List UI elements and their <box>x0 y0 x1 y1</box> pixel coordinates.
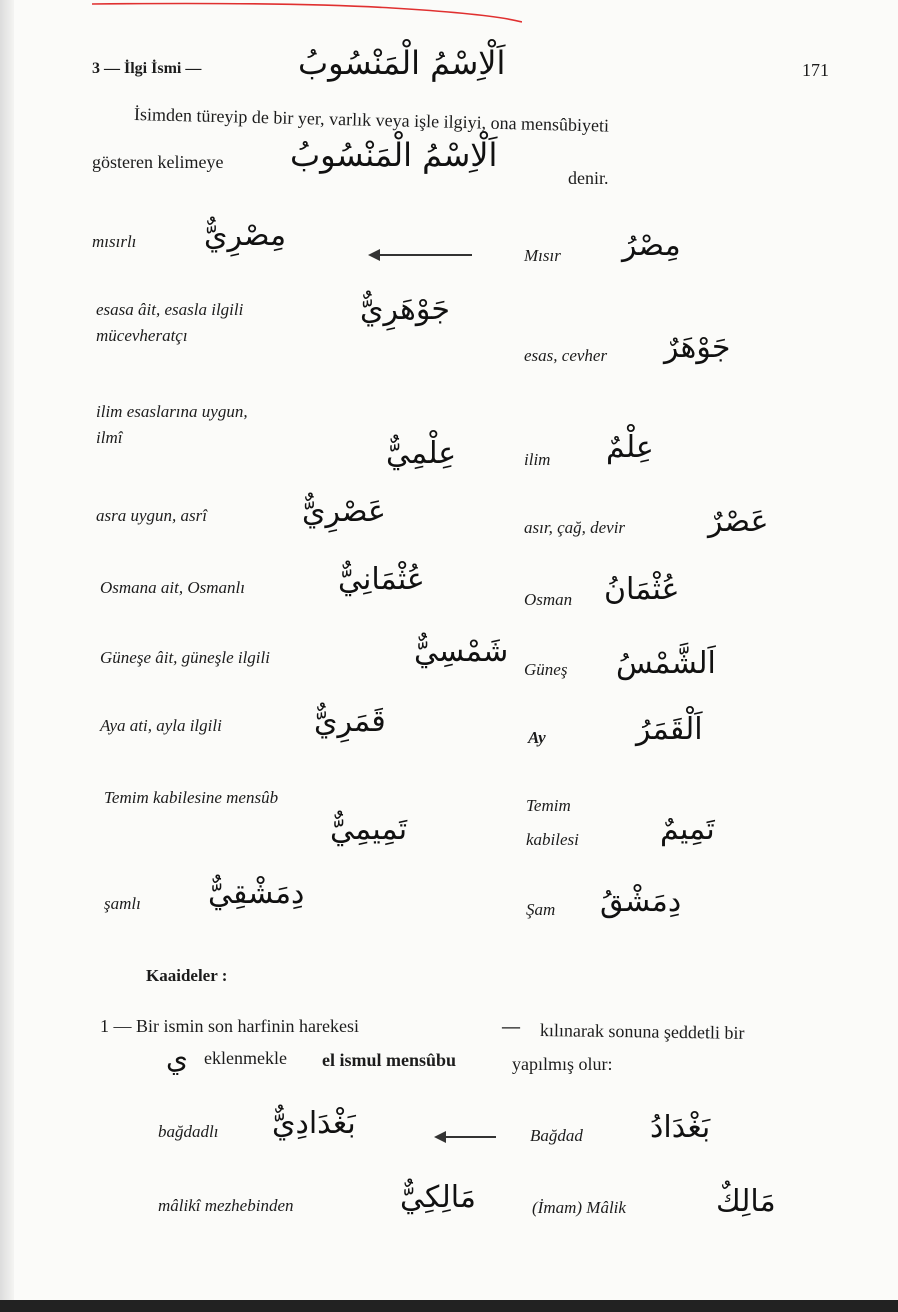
rule-1-line1-b: kılınarak sonuna şeddetli bir <box>539 1020 745 1043</box>
rule-example-2-left-arabic: مَالِكِيٌّ <box>400 1180 476 1215</box>
rule-example-1-left-label: bağdadlı <box>158 1122 219 1141</box>
intro-line-2-prefix: gösteren kelimeye <box>92 152 224 172</box>
example-9-right-arabic: دِمَشْقُ <box>600 884 682 919</box>
example-3-right-label: ilim <box>524 450 551 469</box>
example-3-left-arabic: عِلْمِيٌّ <box>386 436 457 471</box>
example-2-left-label-line2: mücevheratçı <box>96 326 188 345</box>
example-1-left-label: mısırlı <box>92 232 137 251</box>
rule-example-1-left-arabic: بَغْدَادِيٌّ <box>272 1106 356 1141</box>
example-5-right-arabic: عُثْمَانُ <box>604 572 680 607</box>
example-2-right-label: esas, cevher <box>524 346 608 365</box>
rule-1-line2-bold: el ismul mensûbu <box>322 1050 457 1070</box>
section-title-arabic: اَلْاِسْمُ الْمَنْسُوبُ <box>298 44 506 82</box>
example-3-left-label-line2: ilmî <box>96 428 123 447</box>
rule-example-1-arrow <box>436 1136 496 1138</box>
rule-1-line2-b: yapılmış olur: <box>512 1054 613 1074</box>
rule-example-2-right-arabic: مَالِكٌ <box>716 1184 776 1219</box>
example-8-right-label-line2: kabilesi <box>526 830 579 849</box>
example-6-left-label: Güneşe âit, güneşle ilgili <box>100 648 270 667</box>
example-6-right-arabic: اَلشَّمْسُ <box>616 646 716 681</box>
rule-1-line2-arabic: ي <box>166 1042 188 1075</box>
example-1-right-label: Mısır <box>524 246 561 265</box>
example-8-left-label: Temim kabilesine mensûb <box>104 788 279 807</box>
example-1-left-arabic: مِصْرِيٌّ <box>204 218 287 253</box>
example-9-right-label: Şam <box>526 900 556 919</box>
example-2-left-label-line1: esasa âit, esasla ilgili <box>96 300 244 319</box>
intro-line-1: İsimden türeyip de bir yer, varlık veya işle ilgiyi, ona mensûbiyeti <box>133 104 610 136</box>
example-4-left-arabic: عَصْرِيٌّ <box>302 494 386 529</box>
example-1-arrow <box>370 254 472 256</box>
example-4-left-label: asra uygun, asrî <box>96 506 207 525</box>
example-9-left-label: şamlı <box>104 894 141 913</box>
rule-example-2-left-label: mâlikî mezhebinden <box>158 1196 294 1215</box>
example-1-right-arabic: مِصْرُ <box>622 228 681 263</box>
example-8-right-label-line1: Temim <box>526 796 571 815</box>
example-8-left-arabic: تَمِيمِيٌّ <box>330 812 408 847</box>
page-edge-shadow <box>0 0 14 1312</box>
rule-example-2-right-label: (İmam) Mâlik <box>532 1198 626 1217</box>
rule-example-1-right-arabic: بَغْدَادُ <box>650 1110 711 1145</box>
intro-line-2-arabic: اَلْاِسْمُ الْمَنْسُوبُ <box>290 136 498 174</box>
rule-1-line1-mark: — <box>502 1016 520 1036</box>
example-6-left-arabic: شَمْسِيٌّ <box>414 634 509 669</box>
page-bottom-edge <box>0 1300 898 1312</box>
example-5-left-label: Osmana ait, Osmanlı <box>100 578 245 597</box>
intro-line-2-suffix: denir. <box>568 168 609 188</box>
example-7-right-label: Ay <box>528 728 546 747</box>
example-7-left-label: Aya ati, ayla ilgili <box>100 716 222 735</box>
example-4-right-label: asır, çağ, devir <box>524 518 626 537</box>
example-4-right-arabic: عَصْرٌ <box>708 504 769 539</box>
example-3-right-arabic: عِلْمٌ <box>606 430 654 465</box>
example-2-right-arabic: جَوْهَرٌ <box>664 330 731 365</box>
example-2-left-arabic: جَوْهَرِيٌّ <box>360 292 450 327</box>
example-5-right-label: Osman <box>524 590 573 609</box>
section-title: 3 — İlgi İsmi — <box>92 60 202 77</box>
example-3-left-label-line1: ilim esaslarına uygun, <box>96 402 248 421</box>
example-5-left-arabic: عُثْمَانِيٌّ <box>338 562 425 597</box>
example-7-right-arabic: اَلْقَمَرُ <box>636 712 703 747</box>
rule-example-1-right-label: Bağdad <box>530 1126 583 1145</box>
rule-1-line2-a: eklenmekle <box>204 1048 287 1068</box>
example-9-left-arabic: دِمَشْقِيٌّ <box>208 876 305 911</box>
rules-heading: Kaaideler : <box>146 966 228 985</box>
page-number: 171 <box>802 60 829 80</box>
red-pen-mark <box>92 2 522 24</box>
example-6-right-label: Güneş <box>524 660 568 679</box>
example-7-left-arabic: قَمَرِيٌّ <box>314 704 386 739</box>
example-8-right-arabic: تَمِيمٌ <box>660 812 715 847</box>
rule-1-line1-a: 1 — Bir ismin son harfinin harekesi <box>100 1016 359 1036</box>
